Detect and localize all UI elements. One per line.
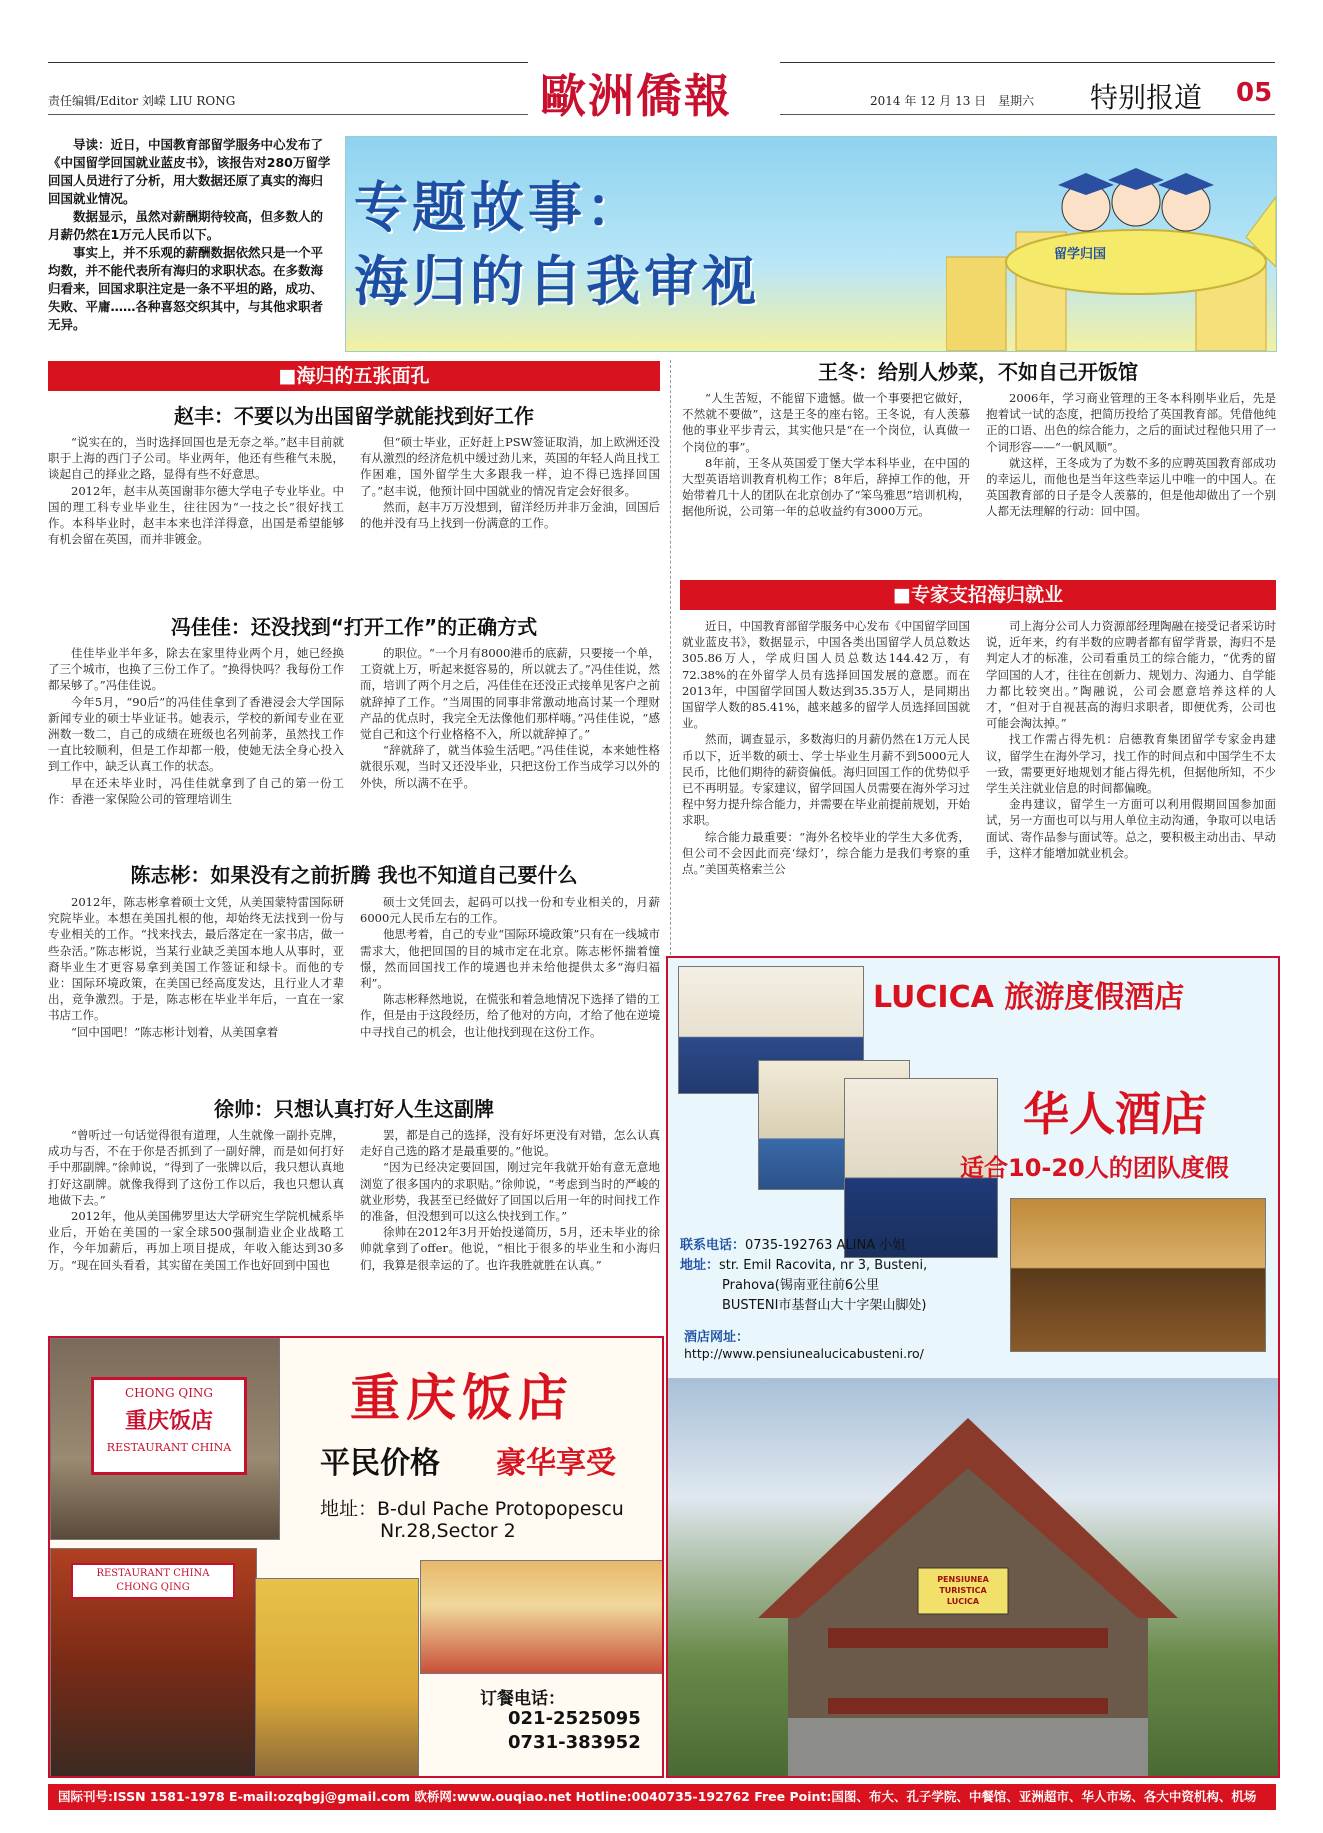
paragraph: 金冉建议，留学生一方面可以利用假期回国参加面试，另一方面也可以与用人单位主动沟通，争取可以电话面试、寄作品参与面试等。总之，要积极主动出击、早动手，这样才能增加就业机会。 xyxy=(986,797,1276,860)
web-label: 酒店网址： xyxy=(684,1330,750,1345)
paragraph: 司上海分公司人力资源部经理陶融在接受记者采访时说，近年来，约有半数的应聘者都有留学背景，海归不是判定人才的标准，公司看重员工的综合能力，“优秀的留学回国的人才，往往在创新力、规划力、沟通力、自学能力都比较突出。”陶融说，公司会愿意培养这样的人才，“但对于自视甚高的海归求职者，即便优秀，公司也可能会淘汰掉。” xyxy=(986,619,1276,731)
ad-lucica-hotel xyxy=(666,956,1280,1778)
page-number: 05 xyxy=(1236,78,1273,108)
sign-bottom-text: RESTAURANT CHINA xyxy=(106,1441,232,1454)
hotel-lounge-photo xyxy=(1010,1198,1266,1352)
article-headline-xu: 徐帅：只想认真打好人生这副牌 xyxy=(214,1097,494,1121)
ad-chongqing-title: 重庆饭店 xyxy=(350,1368,574,1427)
article-column-xu-2 xyxy=(360,1127,660,1273)
header-rule-right xyxy=(780,62,1275,63)
paragraph: 8年前，王冬从英国爱丁堡大学本科毕业，在中国的大型英语培训教育机构工作；8年后，辞掉工作的他，开始带着几十人的团队在北京创办了“笨鸟雅思”培训机构，据他所说，公司第一年的总收益约有3000万元。 xyxy=(682,455,970,519)
section-title: 特别报道 xyxy=(1090,81,1203,114)
restaurant-front-photo xyxy=(50,1338,280,1540)
paragraph: “因为已经决定要回国，刚过完年我就开始有意无意地浏览了很多国内的求职贴。”徐帅说，“考虑到当时的严峻的就业形势，我甚至已经做好了回国以后用一年的时间找工作的准备，但没想到可以这么快找到工作。” xyxy=(360,1160,660,1224)
paragraph: 2012年，赵丰从英国谢菲尔德大学电子专业毕业。中国的理工科专业毕业生，往往因为“一技之长”很好找工作。本科毕业时，赵丰本来也洋洋得意，出国是希望能够有机会留在英国，而并非镀金。 xyxy=(48,483,344,547)
article-column-expert-1 xyxy=(682,618,970,877)
door-sign xyxy=(71,1563,235,1599)
article-column-feng-1 xyxy=(48,645,344,807)
ad-address-line2: Nr.28,Sector 2 xyxy=(380,1520,516,1542)
paragraph: 佳佳毕业半年多，除去在家里待业两个月，她已经换了三个城市，也换了三份工作了。“换得快吗？我每份工作都呆够了。”冯佳佳说。 xyxy=(48,646,344,693)
door-sign-line: CHONG QING xyxy=(116,1582,190,1593)
restaurant-dining-photo xyxy=(420,1560,664,1674)
paragraph: 陈志彬释然地说，在慌张和着急地情况下选择了错的工作，但是由于这段经历，给了他对的方向，才给了他在逆境中寻找自己的机会，也让他找到现在这份工作。 xyxy=(360,992,660,1039)
restaurant-building-photo xyxy=(255,1578,419,1778)
paragraph: 但“硕士毕业，正好赶上PSW签证取消，加上欧洲还没有从激烈的经济危机中缓过劲儿来，英国的年轻人尚且找工作困难，国外留学生大多跟我一样，迫不得已选择回国了。”赵丰说，他预计回中国就业的情况肯定会好很多。 xyxy=(360,435,660,498)
paragraph: 2006年，学习商业管理的王冬本科刚毕业后，先是抱着试一试的态度，把简历投给了英国教育部。凭借他纯正的口语、出色的综合能力，之后的面试过程他只用了一个词形容——“一帆风顺”。 xyxy=(986,391,1276,454)
ad-phone-label: 订餐电话： xyxy=(480,1689,565,1709)
hotel-sign: PENSIUNEA TURISTICA LUCICA xyxy=(937,1575,989,1606)
feature-banner xyxy=(345,136,1277,352)
footer-bar: 国际刊号:ISSN 1581-1978 E-mail:ozqbgj@gmail.com 欧桥网:www.ouqiao.net Hotline:0040735-192762 Free Point:国图、布大、孔子学院、中餐馆、亚洲超市、华人市场、各大中资机构、机场 xyxy=(48,1784,1276,1810)
paragraph: “曾听过一句话觉得很有道理，人生就像一副扑克牌，成功与否，不在于你是否抓到了一副好牌，而是如何打好手中那副牌。”徐帅说，“得到了一张牌以后，我只想认真地打好这副牌。就像我得到了这份工作以后，我也只想认真地做下去。” xyxy=(48,1128,344,1207)
contact-phone: 0735-192763 ALINA 小姐 xyxy=(745,1238,906,1253)
article-column-wang-1 xyxy=(682,390,970,520)
article-column-zhao-1 xyxy=(48,434,344,547)
sign-cn-text: 重庆饭店 xyxy=(124,1408,213,1434)
editor-line: 责任编辑/Editor 刘嵘 LIU RONG xyxy=(48,94,236,108)
ad-slogan-b: 豪华享受 xyxy=(496,1446,616,1481)
ad-phone-2: 0731-383952 xyxy=(508,1732,641,1753)
paragraph: 2012年，他从美国佛罗里达大学研究生学院机械系毕业后，开始在美国的一家全球500强制造业企业战略工作，今年加薪后，再加上项目提成，年收入能达到30多万。“现在回头看看，其实留在美国工作也好回到中国也 xyxy=(48,1209,344,1272)
paragraph: 他思考着，自己的专业“国际环境政策”只有在一线城市需求大，他把回国的目的城市定在北京。陈志彬怀揣着憧憬，然而回国找工作的境遇也并未给他提供太多“海归福利”。 xyxy=(360,927,660,991)
column-divider xyxy=(670,360,671,960)
article-headline-chen: 陈志彬：如果没有之前折腾 我也不知道自己要什么 xyxy=(130,863,578,887)
ad-lucica-contact-block xyxy=(680,1236,1010,1316)
address-label: 地址： xyxy=(680,1258,720,1273)
paragraph: 然而，调查显示，多数海归的月薪仍然在1万元人民币以下，近半数的硕士、学士毕业生月薪不到5000元人民币，比他们期待的薪资偏低。海归回国工作的优势似乎已不再明显。专家建议，留学回国人员需要在海外学习过程中努力提升综合能力，并需要在毕业前提前规划，开始求职。 xyxy=(682,732,970,828)
intro-paragraph: 导读：近日，中国教育部留学服务中心发布了《中国留学回国就业蓝皮书》，该报告对280万留学回国人员进行了分析，用大数据还原了真实的海归回国就业情况。 xyxy=(48,137,331,206)
ad-slogan-a: 平民价格 xyxy=(320,1446,440,1481)
paragraph: “人生苦短，不能留下遗憾。做一个事要把它做好，不然就不要做”，这是王冬的座右铭。王冬说，有人羡慕他的事业平步青云，其实他只是“在一个岗位，认真做一个岗位的事”。 xyxy=(682,391,970,454)
header-rule-left xyxy=(48,62,528,63)
sign-top-text: CHONG QING xyxy=(124,1386,214,1400)
paragraph: 徐帅在2012年3月开始投递简历，5月，还未毕业的徐帅就拿到了offer。他说，“相比于很多的毕业生和小海归们，我算是很幸运的了。也许我胜就胜在认真。” xyxy=(360,1225,660,1272)
intro-lead xyxy=(48,136,332,334)
hotel-exterior-photo xyxy=(668,1378,1278,1776)
address-line: BUSTENI市基督山大十字架山脚处) xyxy=(722,1298,927,1313)
intro-paragraph: 事实上，并不乐观的薪酬数据依然只是一个平均数，并不能代表所有海归的求职状态。在多数海归看来，回国求职注定是一条不平坦的路，成功、失败、平庸……各种喜怒交织其中，与其他求职者无异。 xyxy=(48,245,324,332)
article-headline-feng: 冯佳佳：还没找到“打开工作”的正确方式 xyxy=(170,615,538,639)
address-line: Prahova(锡南亚往前6公里 xyxy=(722,1278,880,1293)
ad-lucica-tagline: 适合10-20人的团队度假 xyxy=(960,1154,1229,1182)
paragraph: 今年5月，“90后”的冯佳佳拿到了香港浸会大学国际新闻专业的硕士毕业证书。她表示，学校的新闻专业在亚洲数一数二，自己的成绩在班级也名列前茅，虽然找工作一直比较顺利，但是工作却都一般，使她无法全身心投入到工作中，缺乏认真工作的状态。 xyxy=(48,694,344,774)
address-line: str. Emil Racovita, nr 3, Busteni, xyxy=(719,1258,928,1273)
paragraph: 然而，赵丰万万没想到，留洋经历并非万金油，回国后的他并没有马上找到一份满意的工作。 xyxy=(360,499,660,531)
plane-label: 留学归国 xyxy=(1054,247,1107,262)
banner-illustration xyxy=(946,137,1276,351)
article-column-feng-2 xyxy=(360,645,660,791)
paragraph: 硕士文凭回去，起码可以找一份和专业相关的，月薪6000元人民币左右的工作。 xyxy=(360,895,660,926)
paragraph: 早在还未毕业时，冯佳佳就拿到了自己的第一份工作：香港一家保险公司的管理培训生 xyxy=(48,775,344,806)
article-column-expert-2 xyxy=(986,618,1276,861)
section-bar-five-faces: ■海归的五张面孔 xyxy=(48,361,660,391)
contact-label: 联系电话： xyxy=(680,1238,746,1253)
ad-phone-1: 021-2525095 xyxy=(508,1708,641,1729)
article-headline-zhao: 赵丰：不要以为出国留学就能找到好工作 xyxy=(174,404,534,428)
hotel-website[interactable]: http://www.pensiunealucicabusteni.ro/ xyxy=(684,1346,924,1361)
paragraph: “回中国吧！”陈志彬计划着，从美国拿着 xyxy=(71,1024,279,1039)
ad-lucica-title: LUCICA 旅游度假酒店 xyxy=(873,980,1185,1015)
article-column-xu-1 xyxy=(48,1127,344,1273)
article-column-chen-2 xyxy=(360,894,660,1040)
section-bar-expert-tips: ■专家支招海归就业 xyxy=(680,580,1276,610)
ad-chongqing-restaurant xyxy=(48,1336,664,1778)
ad-lucica-subtitle: 华人酒店 xyxy=(1023,1087,1207,1141)
masthead-logo: 歐洲僑報 xyxy=(540,69,732,123)
paragraph: 近日，中国教育部留学服务中心发布《中国留学回国就业蓝皮书》，数据显示，中国各类出国留学人员总数达305.86万人，学成归国人员总数达144.42万，有72.38%的在外留学人员有选择回国发展的意愿。而在2013年，中国留学回国人数达到35.35万人，是同期出国留学人数的85.41%，越来越多的留学人员选择回国就业。 xyxy=(682,619,970,731)
paragraph: 综合能力最重要：“海外名校毕业的学生大多优秀，但公司不会因此而亮‘绿灯’，综合能力是我们考察的重点。”美国英格索兰公 xyxy=(682,829,970,877)
banner-title-line1: 专题故事： xyxy=(354,175,644,239)
paragraph: 的职位。“一个月有8000港币的底薪，只要接一个单，工资就上万，听起来挺容易的，所以就去了。”冯佳佳说，然而，培训了两个月之后，冯佳佳在还没正式接单见客户之前就辞掉了工作。“当周围的同事非常激动地高讨某一个理财产品的优点时，我完全无法像他们那样嗨。”冯佳佳说，“感觉自己和这个行业格格不入，所以就辞掉了。” xyxy=(360,646,660,742)
restaurant-entrance-photo xyxy=(50,1548,257,1778)
issue-date: 2014 年 12 月 13 日 星期六 xyxy=(870,94,1035,108)
paragraph: 罢，都是自己的选择，没有好坏更没有对错，怎么认真走好自己选的路才是最重要的。”他说。 xyxy=(360,1128,660,1159)
article-column-zhao-2 xyxy=(360,434,660,531)
banner-title-line2: 海归的自我审视 xyxy=(354,249,760,313)
paragraph: 就这样，王冬成为了为数不多的应聘英国教育部成功的幸运儿，而他也是当年这些幸运儿中唯一的中国人。在英国教育部的日子是令人羡慕的，但是他却做出了一个别人都无法理解的行动：回中国。 xyxy=(986,455,1276,519)
paragraph: 2012年，陈志彬拿着硕士文凭，从美国蒙特雷国际研究院毕业。本想在美国扎根的他，却始终无法找到一份与专业相关的工作。“找来找去，最后落定在一家书店，做一些杂活。”陈志彬说，当某行业缺乏美国本地人从事时，亚裔毕业生才更容易拿到美国工作签证和绿卡。而他的专业：国际环境政策，在美国已经高度发达，且行业人才辈出，竞争激烈。于是，陈志彬在毕业半年后，一直在一家书店工作。 xyxy=(48,895,344,1023)
article-column-wang-2 xyxy=(986,390,1276,520)
door-sign-line: RESTAURANT CHINA xyxy=(96,1568,210,1579)
header-rule-left-bottom xyxy=(48,114,528,115)
article-headline-wang: 王冬：给别人炒菜，不如自己开饭馆 xyxy=(818,360,1138,384)
paragraph: “说实在的，当时选择回国也是无奈之举。”赵丰目前就职于上海的西门子公司。毕业两年，他还有些稚气未脱，谈起自己的择业之路，显得有些不好意思。 xyxy=(48,435,344,482)
restaurant-sign-board xyxy=(91,1377,247,1475)
paragraph: “辞就辞了，就当体验生活吧。”冯佳佳说，本来她性格就很乐观，当时又还没毕业，只把这份工作当成学习以外的外快，所以满不在乎。 xyxy=(360,743,660,790)
article-column-chen-1 xyxy=(48,894,344,1040)
intro-paragraph: 数据显示，虽然对薪酬期待较高，但多数人的月薪仍然在1万元人民币以下。 xyxy=(48,209,324,242)
paragraph: 找工作需占得先机：启德教育集团留学专家金冉建议，留学生在海外学习，找工作的时间点和中国学生不太一致，需要更好地规划才能占得先机，但据他所知，不少学生关注就业信息的时间都偏晚。 xyxy=(986,732,1276,796)
ad-address-line1: 地址：B-dul Pache Protopopescu xyxy=(320,1498,624,1520)
